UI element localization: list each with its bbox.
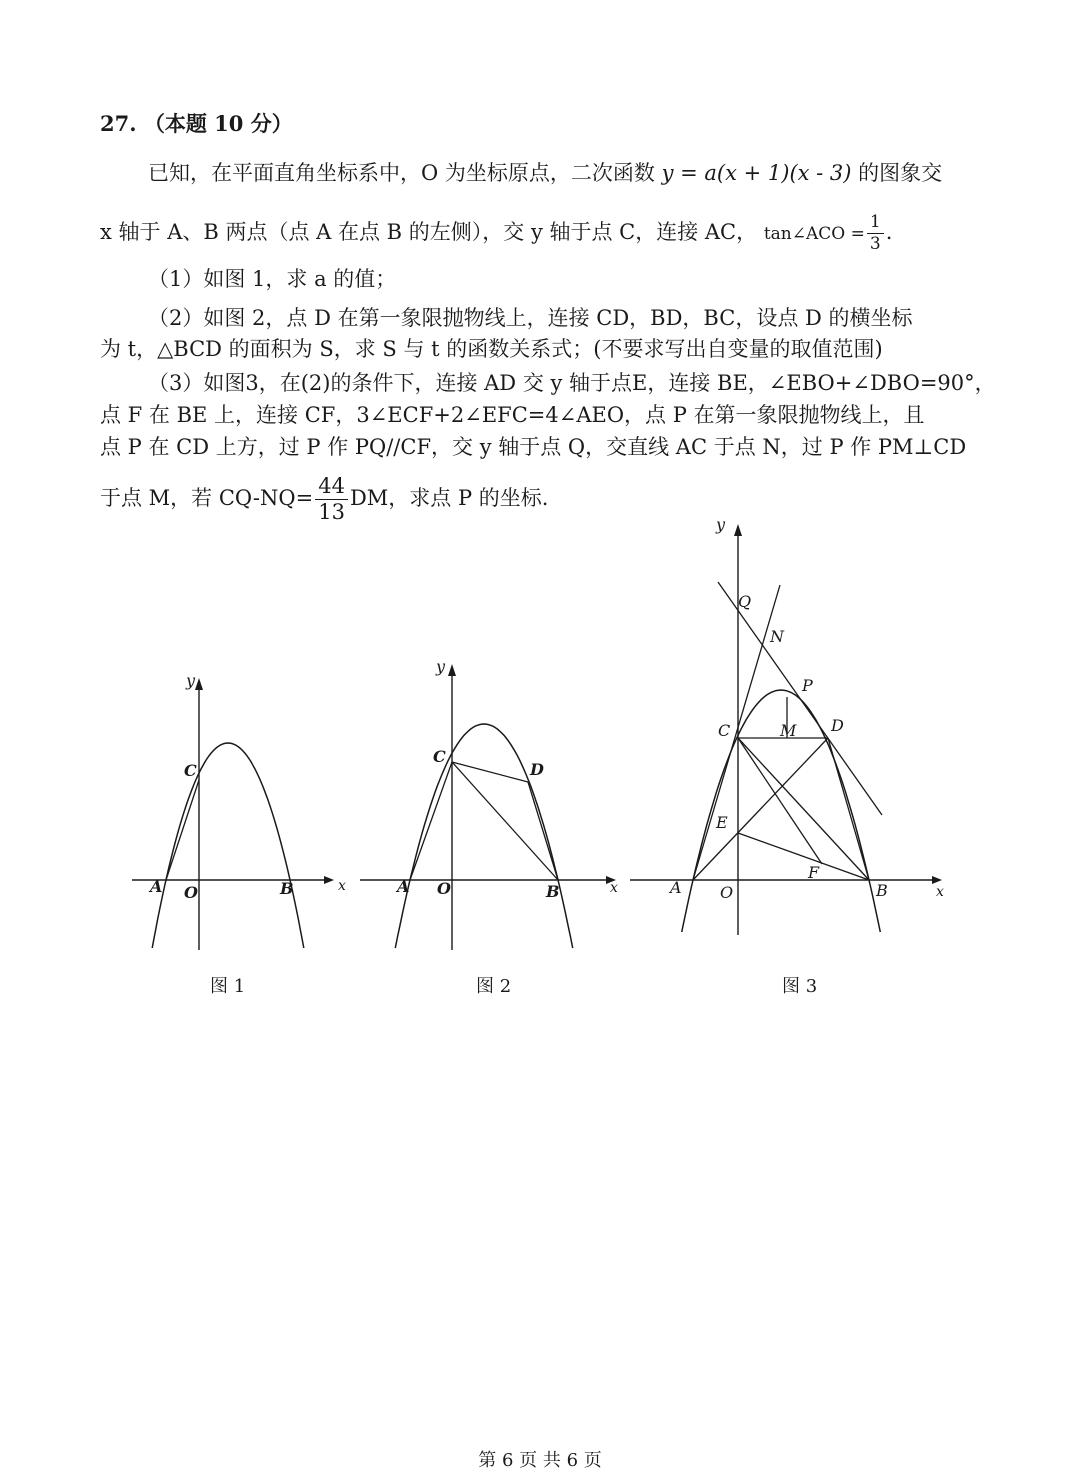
line2-text: x 轴于 A、B 两点（点 A 在点 B 的左侧），交 y 轴于点 C，连接 AC，: [100, 220, 758, 244]
part-3-line-1: （3）如图3，在(2)的条件下，连接 AD 交 y 轴于点E，连接 BE，∠EBO+∠DBO=90°，: [148, 371, 996, 395]
part-2-line-1: （2）如图 2，点 D 在第一象限抛物线上，连接 CD，BD，BC，设点 D 的横坐标: [148, 306, 913, 330]
fig3-label-p: P: [802, 676, 813, 695]
fig3-label-o: O: [720, 883, 734, 902]
line1-text-a: 已知，在平面直角坐标系中，O 为坐标原点，二次函数: [148, 161, 662, 185]
figure-2: [355, 650, 630, 960]
fig3-segment-eb: [738, 833, 869, 880]
fig1-label-x: x: [338, 878, 346, 894]
fig2-parabola: [395, 724, 572, 948]
fig2-segment-db: [528, 782, 558, 880]
problem-line-2: [100, 214, 892, 253]
fig3-line-an: [693, 585, 780, 880]
line2-end: .: [885, 220, 893, 244]
fig2-segment-cd: [452, 762, 528, 782]
part-2-line-2: 为 t，△BCD 的面积为 S，求 S 与 t 的函数关系式；(不要求写出自变量的取值范围): [100, 337, 883, 361]
fig2-label-d: D: [530, 760, 544, 779]
page-footer: 第 6 页 共 6 页: [478, 1450, 602, 1471]
part-3-line-4: [100, 476, 548, 523]
part-1: （1）如图 1，求 a 的值；: [148, 267, 397, 291]
part-3-line-2: 点 F 在 BE 上，连接 CF，3∠ECF+2∠EFC=4∠AEO，点 P 在第一象限抛物线上，且: [100, 403, 925, 427]
fig3-label-b: B: [876, 881, 888, 900]
figure-1-caption: 图 1: [210, 976, 246, 997]
fig3-label-m: M: [780, 721, 797, 740]
tan-fraction-denominator: 3: [869, 234, 881, 254]
fig1-label-c: C: [184, 761, 197, 780]
fig3-label-x: x: [936, 884, 944, 900]
fig3-label-c: C: [718, 721, 731, 740]
fig2-label-x: x: [610, 880, 618, 896]
fig1-label-o: O: [184, 883, 198, 902]
line1-text-b: 的图象交: [851, 161, 943, 185]
fig2-label-o: O: [437, 879, 451, 898]
part3-line4-a: 于点 M，若 CQ-NQ=: [100, 486, 314, 510]
figure-2-caption: 图 2: [476, 976, 512, 997]
problem-line-1: [148, 158, 942, 188]
function-formula: y = a(x + 1)(x - 3): [661, 161, 852, 185]
fig3-x-arrow: [932, 876, 942, 884]
fig2-label-c: C: [433, 747, 446, 766]
figure-2-svg: [355, 650, 630, 960]
fig2-label-y: y: [436, 657, 446, 676]
fig2-y-arrow: [448, 664, 456, 676]
fig1-label-a: A: [150, 877, 163, 896]
fig3-label-d: D: [831, 716, 844, 735]
tan-expression: tan∠ACO =: [763, 224, 865, 244]
fig1-x-arrow: [324, 876, 334, 884]
fig3-segment-cb: [738, 738, 869, 880]
fig2-label-a: A: [397, 877, 410, 896]
tan-fraction-numerator: 1: [867, 214, 884, 234]
fig3-label-e: E: [716, 813, 728, 832]
fig3-label-n: N: [770, 627, 784, 646]
fig1-segment-ac: [166, 780, 199, 880]
figure-3: [625, 510, 955, 940]
fig1-y-arrow: [195, 678, 203, 690]
fig3-y-arrow: [734, 524, 742, 536]
figure-1-svg: [120, 660, 360, 960]
fig3-label-a: A: [670, 878, 682, 897]
fig3-label-q: Q: [738, 592, 752, 611]
cq-nq-fraction: [315, 476, 348, 523]
figure-1: [120, 660, 360, 960]
tan-fraction: [867, 214, 884, 253]
fig2-segment-ac: [410, 762, 452, 880]
part-3-line-3: 点 P 在 CD 上方，过 P 作 PQ//CF，交 y 轴于点 Q，交直线 AC 于点 N，过 P 作 PM⊥CD: [100, 435, 967, 459]
fig1-label-b: B: [280, 879, 294, 898]
fig2-label-b: B: [546, 882, 560, 901]
problem-title: 27. （本题 10 分）: [100, 111, 293, 136]
figure-3-svg: [625, 510, 955, 940]
figure-3-caption: 图 3: [782, 976, 818, 997]
cq-fraction-denominator: 13: [318, 500, 345, 524]
cq-fraction-numerator: 44: [315, 476, 348, 500]
fig3-line-pq: [718, 582, 882, 815]
fig3-label-y: y: [716, 515, 726, 534]
fig1-parabola: [152, 743, 304, 948]
fig1-label-y: y: [186, 671, 196, 690]
fig3-label-f: F: [808, 863, 820, 882]
part3-line4-b: DM，求点 P 的坐标.: [349, 486, 549, 510]
